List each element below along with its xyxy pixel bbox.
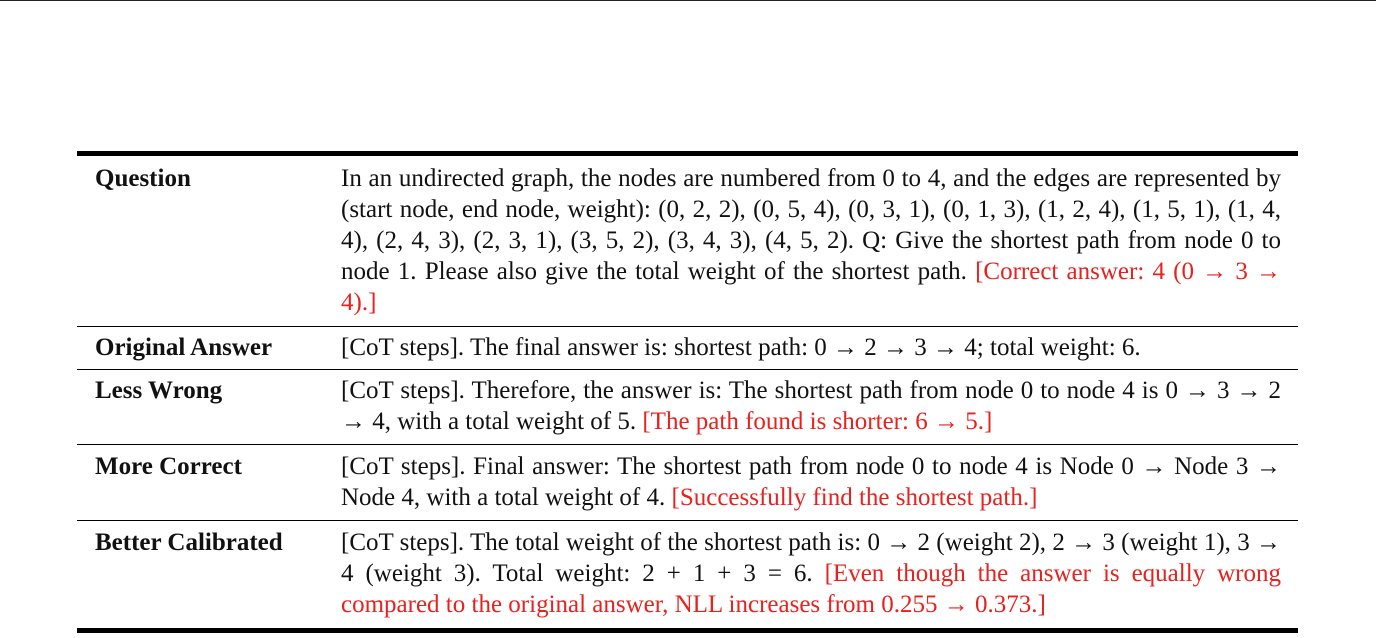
row-content-original-answer — [341, 332, 1281, 363]
more-correct-note: [Successfully find the shortest path.] — [671, 484, 1038, 511]
row-content-more-correct — [341, 451, 1281, 513]
table-row-less-wrong — [77, 369, 1298, 444]
table-row-more-correct — [77, 444, 1298, 520]
row-label-original-answer: Original Answer — [95, 334, 273, 361]
more-correct-text: [CoT steps]. Final answer: The shortest path from node 0 to node 4 is Node 0 → Node 3 → Node 4, with a total weight of 4. — [341, 453, 1281, 511]
table-row-better-calibrated — [77, 520, 1298, 628]
row-label-better-calibrated: Better Calibrated — [95, 529, 283, 556]
less-wrong-note: [The path found is shorter: 6 → 5.] — [642, 408, 993, 435]
question-note: [Correct answer: 4 (0 → 3 → 4).] — [341, 258, 1282, 316]
original-answer-text: [CoT steps]. The final answer is: shortest path: 0 → 2 → 3 → 4; total weight: 6. — [341, 334, 1141, 361]
row-content-less-wrong — [341, 375, 1281, 437]
row-label-less-wrong: Less Wrong — [95, 377, 223, 404]
row-content-question — [341, 163, 1281, 318]
answer-comparison-table — [77, 151, 1298, 633]
better-calibrated-note: [Even though the answer is equally wrong compared to the original answer, NLL increases from 0.255 → 0.373.] — [341, 560, 1282, 618]
row-label-question: Question — [95, 165, 191, 192]
table-row-original-answer — [77, 326, 1298, 369]
page-top-rule — [0, 0, 1376, 1]
question-text: In an undirected graph, the nodes are numbered from 0 to 4, and the edges are represented by (start node, end node, weight): (0, 2, 2), (0, 5, 4), (0, 3, 1), (0, 1, 3), (1, 2, 4), (1, 5, 1), (1, 4, 4), (2, 4, 3), (2, 3, 1), (3, 5, 2), (3, 4, 3), (4, 5, 2). Q: Give the shortest path from node 0 to node 1. Please also give the total weight of the shortest path. — [341, 165, 1281, 285]
less-wrong-text: [CoT steps]. Therefore, the answer is: The shortest path from node 0 to node 4 is 0 → 3 → 2 → 4, with a total weight of 5. — [341, 377, 1281, 435]
row-label-more-correct: More Correct — [95, 453, 242, 480]
better-calibrated-text: [CoT steps]. The total weight of the shortest path is: 0 → 2 (weight 2), 2 → 3 (weight 1), 3 → 4 (weight 3). Total weight: 2 + 1 + 3 = 6. — [341, 529, 1281, 587]
row-content-better-calibrated — [341, 527, 1281, 620]
table-row-question — [77, 156, 1298, 326]
